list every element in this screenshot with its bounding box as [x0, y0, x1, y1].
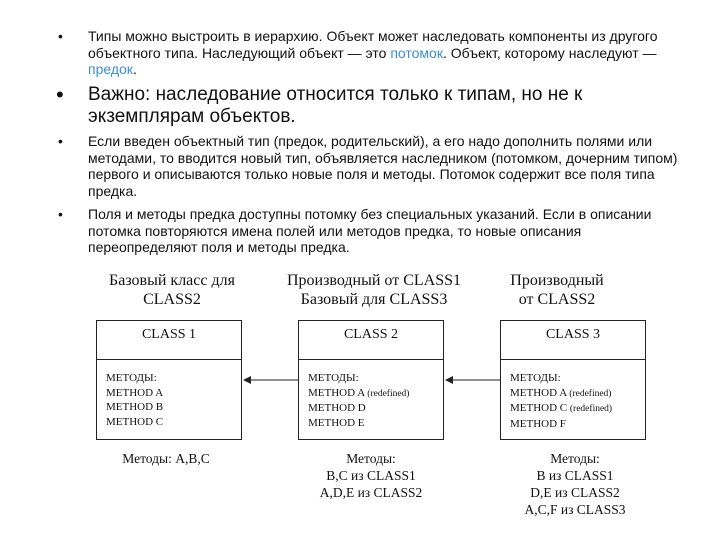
method-note: (redefined) — [569, 404, 613, 414]
footer-class2 — [296, 450, 446, 501]
bullet-text-part: Типы можно выстроить в иерархию. Объект может наследовать компоненты из другого объектного типа. Наследующий объект — это — [88, 28, 658, 61]
class-name: CLASS 1 — [141, 327, 197, 342]
method-note: (redefined) — [367, 388, 410, 399]
method-name: METHOD B — [106, 401, 164, 413]
methods-title: МЕТОДЫ: — [510, 372, 561, 384]
bullet-marker: • — [58, 133, 63, 149]
header-line: Производный — [510, 272, 604, 289]
method-name: METHOD D — [308, 402, 366, 414]
footer-class3 — [500, 450, 650, 518]
term-ancestor: предок — [88, 61, 133, 77]
footer-line: A,C,F из CLASS3 — [524, 502, 626, 517]
footer-line: D,E из CLASS2 — [530, 485, 620, 500]
footer-line: A,D,E из CLASS2 — [319, 485, 423, 500]
header-line: Производный от CLASS1 — [286, 272, 461, 289]
header-line: Базовый для CLASS3 — [300, 291, 448, 308]
footer-line: Методы: — [346, 451, 396, 466]
methods-title: МЕТОДЫ: — [308, 372, 359, 384]
method-name: METHOD E — [308, 416, 365, 429]
bullet-text-access: Поля и методы предка доступны потомку без специальных указаний. Если в описании потомка повторяются имена полей или методов предка, то новые описания переопределяют поля и методы предка. — [88, 206, 652, 255]
footer-line: Методы: — [550, 451, 600, 466]
bullet-marker: • — [58, 28, 63, 44]
term-descendant: потомок — [390, 44, 443, 61]
methods-title: МЕТОДЫ: — [106, 372, 157, 384]
bullet-text-important: Важно: наследование относится только к типам, но не к экземплярам объектов. — [88, 84, 583, 127]
footer-line: B из CLASS1 — [536, 468, 614, 483]
class-name: CLASS 2 — [343, 327, 399, 342]
header-line: от CLASS2 — [518, 291, 596, 308]
method-name: METHOD F — [510, 417, 566, 430]
bullet-text-new-type: Если введен объектный тип (предок, родительский), а его надо дополнить полями или методами, то вводится новый тип, объявляется наследником (потомком, дочерним типом) первого и описываются только новые поля и методы. Потомок содержит все поля типа предка. — [88, 133, 678, 199]
footer-class1 — [100, 450, 232, 467]
header-line: Базовый класс для — [109, 272, 235, 289]
bullet-marker: • — [56, 82, 64, 107]
header-line: CLASS2 — [143, 291, 201, 308]
method-name: METHOD A — [510, 386, 567, 399]
method-name: METHOD C — [510, 402, 568, 414]
bullet-marker: • — [58, 206, 63, 222]
bullet-text-part: . Объект, которому наследуют — — [442, 44, 657, 61]
footer-line: Методы: A,B,C — [122, 451, 210, 466]
class-name: CLASS 3 — [545, 327, 601, 342]
footer-line: B,C из CLASS1 — [326, 468, 416, 483]
method-name: METHOD A — [308, 386, 365, 399]
method-name: METHOD C — [106, 415, 164, 428]
bullet-text-part: . — [132, 61, 137, 77]
method-note: (redefined) — [569, 388, 612, 399]
method-name: METHOD A — [106, 386, 164, 399]
